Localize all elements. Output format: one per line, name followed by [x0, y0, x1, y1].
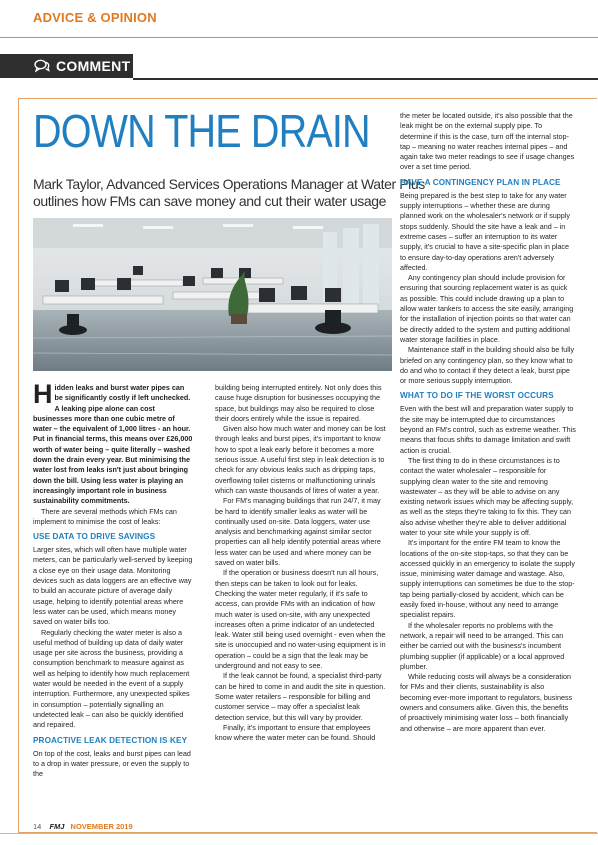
magazine-brand: FMJ — [49, 822, 65, 831]
intro-text: idden leaks and burst water pipes can be significantly costly if left unchecked. A leaking pipe alone can cost businesses more than one cubic metre of water – the equivalent of 1,000 litres - an hour. Put in financial terms, this means over £26,000 worth of water being – quite literally – washed down the drain every year. But minimising the water lost from leaks isn't just about bringing down the bill. Using less water is playing an increasingly important role in business sustainability commitments. — [33, 383, 193, 506]
comment-tab-label: COMMENT — [56, 58, 131, 74]
article-column-3 — [400, 111, 576, 734]
paragraph: There are several methods which FMs can implement to minimise the cost of leaks: — [33, 506, 177, 526]
paragraph: It's important for the entire FM team to know the locations of the on-site stop-taps, so that they can be accessed quickly in an emergency to isolate the supply issue, minimising water damage and wastage. Also, supply interruptions can sometimes be due to the stop-tap being partially-closed by accident, which can be easily fixed in-house, without any need to arrange specialist repairs. — [400, 538, 575, 620]
subheading-proactive: PROACTIVE LEAK DETECTION IS KEY — [33, 735, 188, 745]
paragraph: If the wholesaler reports no problems with the network, a repair will need to be arranged. This can either be carried out with the business's incumbent plumbing supplier (if applicable) or a local approved plumber. — [400, 620, 565, 671]
paragraph: The first thing to do in these circumstances is to contact the water wholesaler – responsible for supplying clean water to the site and removing wastewater – as they will be able to advise on any existing network issues which may be affecting supply, as well as the steps they're taking to fix this. They can also advise whether they're able to deliver additional water to your site while your supply is off. — [400, 455, 574, 537]
paragraph: Even with the best will and preparation water supply to the site may be interrupted due to circumstances beyond an FM's control, such as extreme weather. This means that focus shifts to damage limitation and swift action is crucial. — [400, 404, 576, 455]
tab-divider — [133, 78, 598, 80]
issue-month: NOVEMBER 2019 — [70, 822, 133, 831]
header-divider — [0, 37, 598, 38]
paragraph: Any contingency plan should include provision for ensuring that sourcing replacement water is as quick as possible. This could include drawing up a plan to allow water tankers to access the site easily, arranging for the installation of injection points so that water can be directly added to the system and putting additional water storage facilities in place. — [400, 273, 574, 344]
page-footer — [33, 822, 133, 831]
page-number: 14 — [33, 822, 42, 831]
paragraph: Maintenance staff in the building should also be fully briefed on any contingency plan, so they know what to do and who to contact if they detect a leak, burst pipe or more serious supply interruption. — [400, 345, 575, 386]
footer-divider — [0, 833, 598, 834]
paragraph: Regularly checking the water meter is also a useful method of building up data of daily water usage per site across the business, providing a consumption benchmark to measure against as well as helping to identify how much replacement water would be needed in the event of a supply interruption. Furthermore, any unexpected spikes in consumption – potentially signalling an undetected leak – can also be quickly identified and repaired. — [33, 627, 190, 730]
subheading-worst-occurs: WHAT TO DO IF THE WORST OCCURS — [400, 391, 554, 401]
paragraph: Larger sites, which will often have multiple water meters, can be particularly well-served by keeping a close eye on their usage data. Monitoring devices such as data loggers are an effective way to build an accurate picture of average daily usage, helping to identify potential areas where less water can be used, which means money saved on water bills too. — [33, 545, 193, 627]
flooded-office-photo — [33, 218, 392, 371]
paragraph: While reducing costs will always be a consideration for FMs and their clients, sustainability is also becoming ever-more important to regulators, business owners and consumers alike. Given this, the benefits of proactively minimising water loss – both financially and otherwise – are more apparent than ever. — [400, 672, 573, 733]
paragraph: Being prepared is the best step to take for any water supply interruptions – whether these are during planned work on the wholesaler's network or if supply stops suddenly. Should the site have a leak and – in extreme cases – suffer an interruption to its water supply, it's crucial to have a site-specific plan in place to ensure day-to-day operations aren't adversely affected. — [400, 190, 570, 272]
paragraph: On top of the cost, leaks and burst pipes can lead to a drop in water pressure, or even the supply to the — [33, 748, 191, 779]
paragraph: building being interrupted entirely. Not only does this cause huge disruption for businesses occupying the space, but buildings may also be required to close their doors entirely while the issue is repaired. — [215, 383, 382, 423]
paragraph: For FM's managing buildings that run 24/7, it may be hard to identify smaller leaks as water will be continually used on-site. Data loggers, water use analysis and benchmarking against similar sector properties can all help identify potential areas where less water can be used and where money can be saved on water bills. — [215, 496, 381, 568]
article-title: DOWN THE DRAIN — [33, 105, 370, 157]
article-column-1 — [33, 379, 193, 779]
article-column-2 — [215, 383, 386, 743]
paragraph: If the leak cannot be found, a specialist third-party can be hired to come in and audit the site in question. Some water retailers – responsible for billing and customer service – may offer a specialist leak detection service, but this will vary by provider. — [215, 671, 386, 722]
paragraph: Given also how much water and money can be lost through leaks and burst pipes, it's important to know how to spot a leak early before it becomes a more serious issue. A useful first step in leak detection is to check for any obvious leaks such as dripping taps, overflowing toilet cisterns or malfunctioning urinals which can waste thousands of litres of water a year. — [215, 424, 386, 495]
paragraph: If the operation or business doesn't run all hours, then steps can be taken to look out for leaks. Checking the water meter regularly, if it's safe to access, can provide FMs with an indication of how much water is used on-site, with any unexpected increases often a prime indicator of an undetected leak. Water still being used overnight - even when the site is unoccupied and no water-using equipment is in operation – could be a sign that the leak may be underground and not easy to see. — [215, 568, 386, 671]
drop-cap: H — [33, 379, 53, 409]
paragraph: the meter be located outside, it's also possible that the leak might be on the external supply pipe. To determine if this is the case, turn off the internal stop-tap – meaning no water reaches internal pipes – and again take two meter readings to see if usage changes over a set time period. — [400, 111, 575, 172]
comment-tab — [0, 54, 133, 78]
section-heading: ADVICE & OPINION — [33, 10, 157, 25]
subheading-contingency: HAVE A CONTINGENCY PLAN IN PLACE — [400, 177, 561, 187]
article-intro — [33, 379, 193, 507]
speech-bubbles-icon — [34, 59, 50, 73]
subheading-use-data: USE DATA TO DRIVE SAVINGS — [33, 532, 156, 542]
paragraph: Finally, it's important to ensure that employees know where the water meter can be found. Should — [215, 722, 376, 743]
article-standfirst: Mark Taylor, Advanced Services Operations Manager at Water Plus outlines how FMs can save money and cut their water usage — [33, 176, 425, 209]
